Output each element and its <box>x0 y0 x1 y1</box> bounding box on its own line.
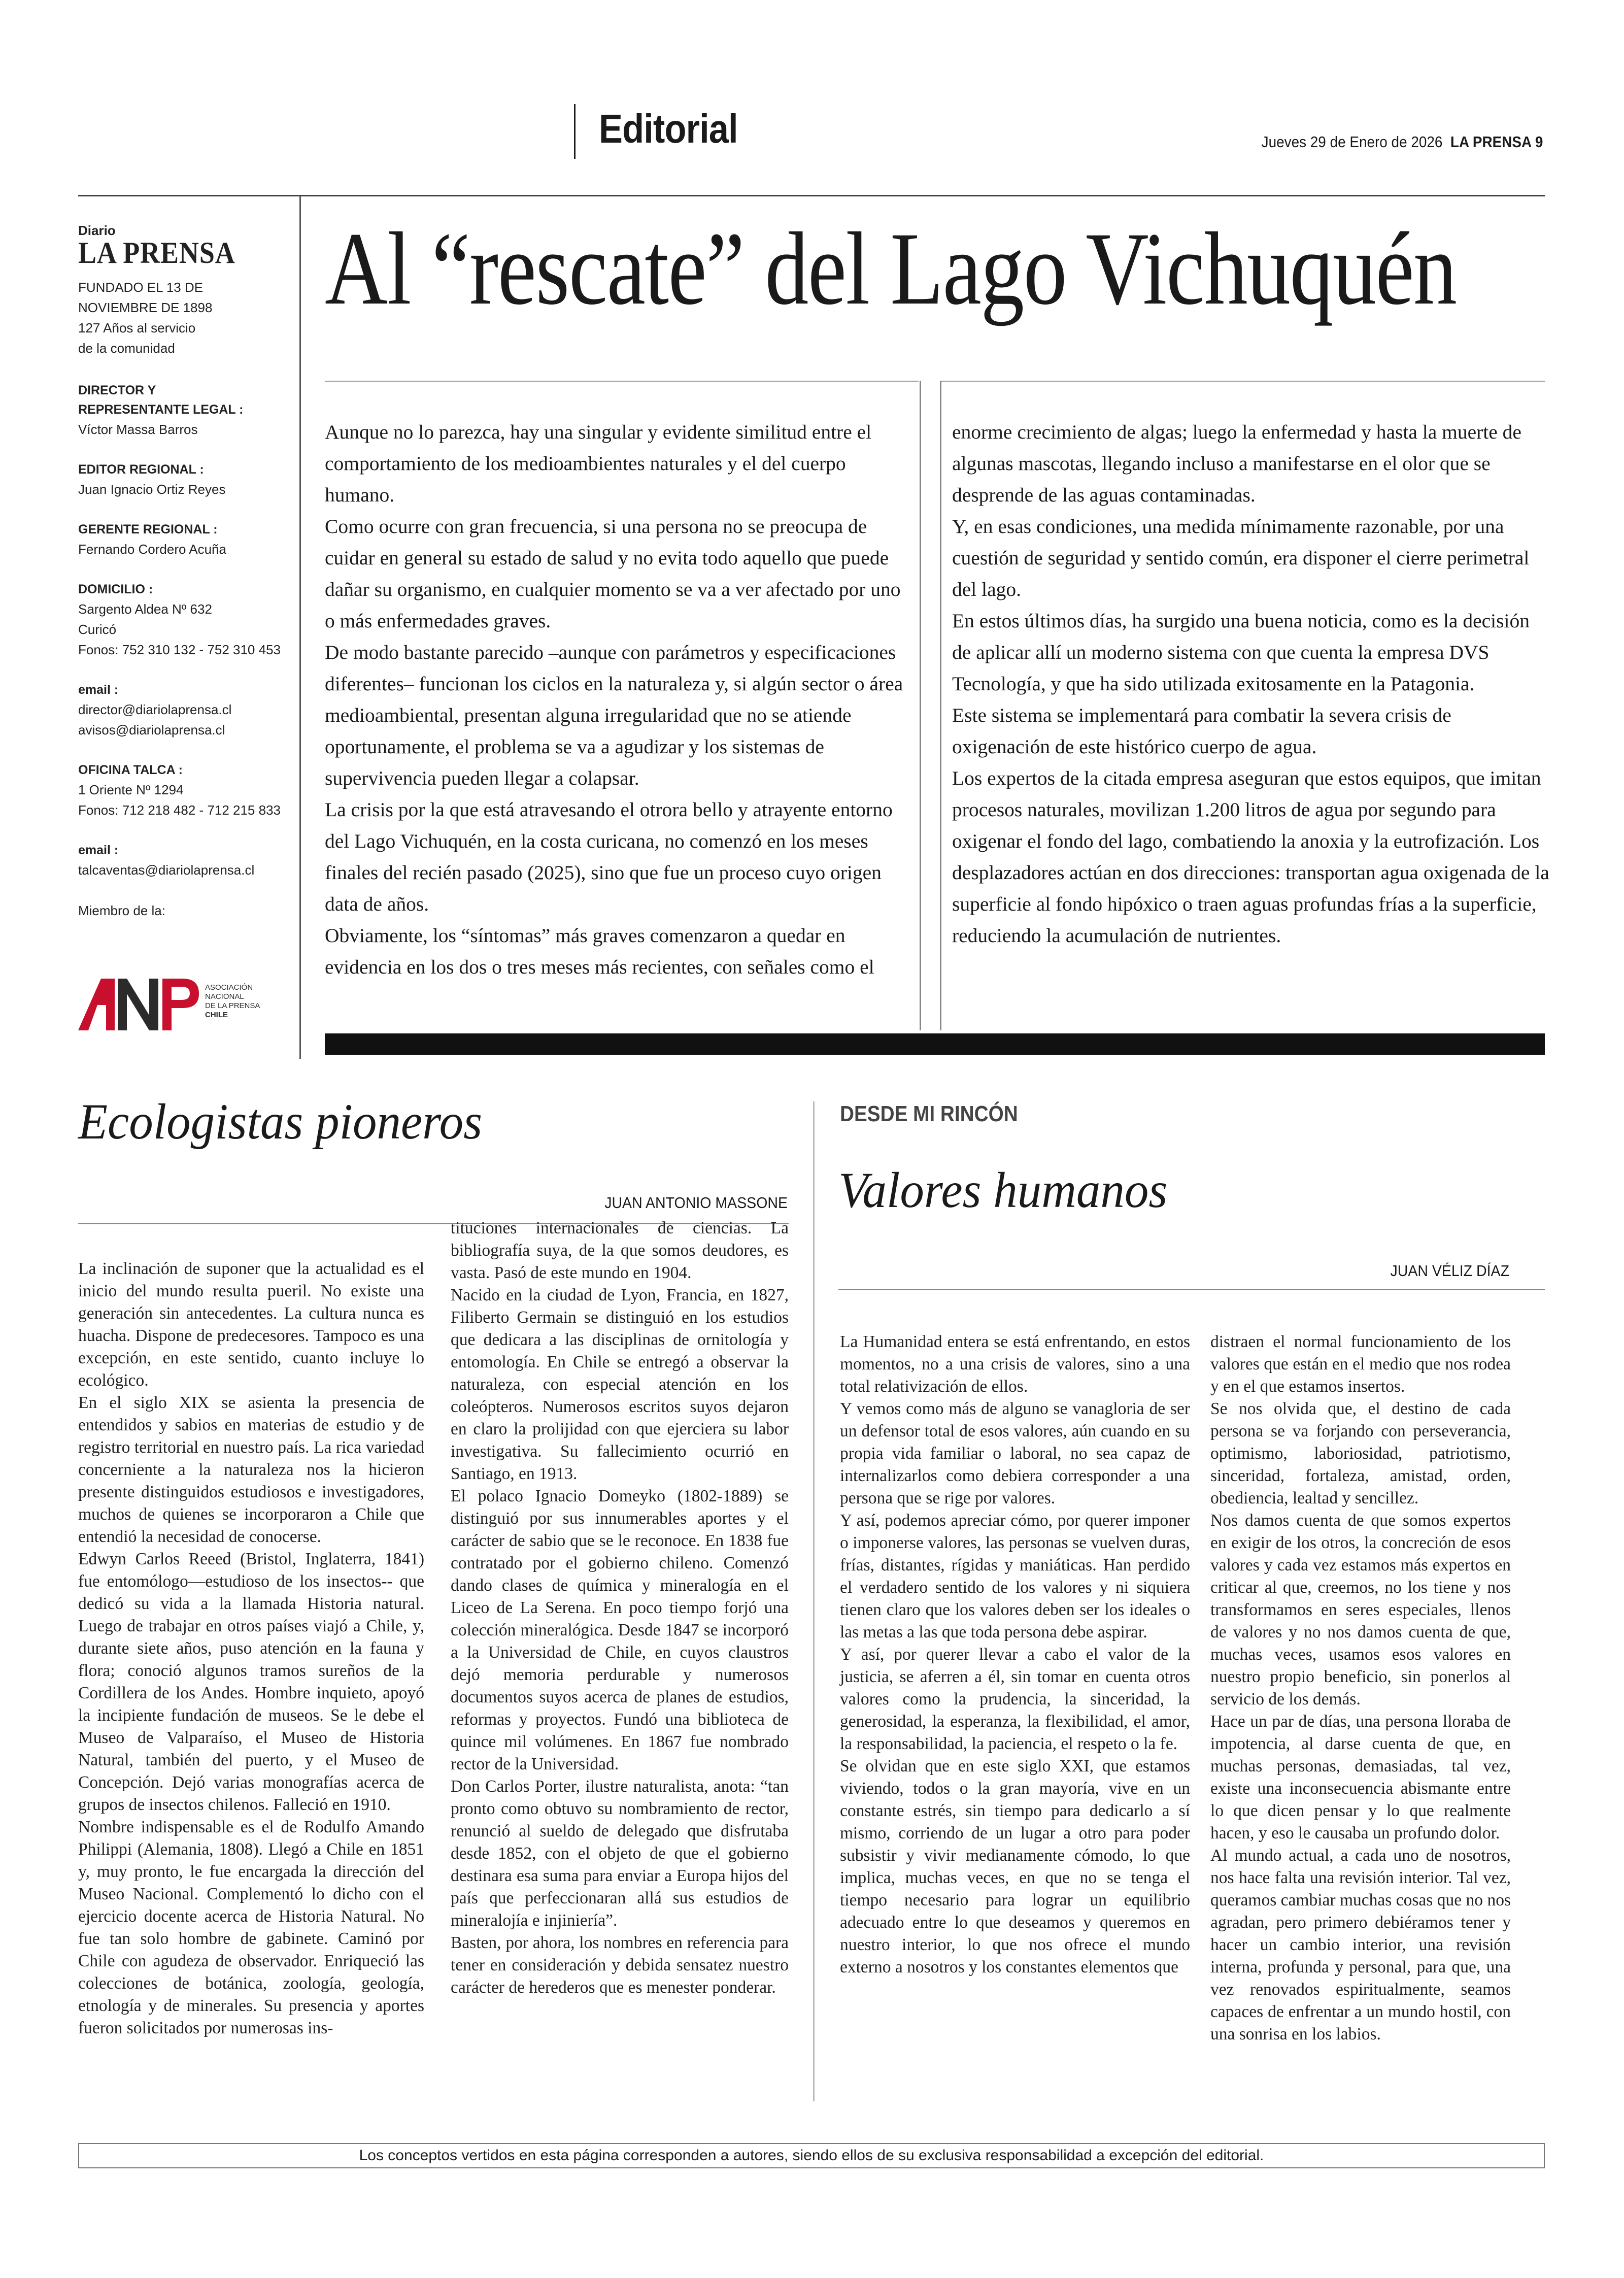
editorial-top-rule <box>941 381 1545 382</box>
issue-date: Jueves 29 de Enero de 2026 <box>1261 133 1443 151</box>
editorial-paragraph: De modo bastante parecido –aunque con parámetros y especificaciones diferentes– funcionan los ciclos en la naturaleza y, si algún sector o área medioambiental, presentan alguna irregularidad que no se atiende oportunamente, el problema se va a agudizar y los sistemas de supervivencia pueden llegar a colapsar. <box>325 641 903 789</box>
article-author: JUAN VÉLIZ DÍAZ <box>1390 1262 1509 1280</box>
editorial-column-divider <box>920 381 921 1030</box>
masthead-sidebar <box>78 223 294 921</box>
domicilio-label: DOMICILIO : <box>78 582 153 596</box>
article-paragraph: Se nos olvida que, el destino de cada persona se va forjando con perseverancia, optimismo, laboriosidad, patriotismo, sinceridad, fortaleza, amistad, orden, obediencia, lealtad y sencillez. <box>1210 1399 1511 1508</box>
article2-column-1 <box>840 1331 1190 1979</box>
anp-sub-line: ASOCIACIÓN <box>205 983 253 992</box>
article-paragraph: Se olvidan que en este siglo XXI, que estamos viviendo, todos o la gran mayoría, vive en un constante estrés, sin tiempo para dedicarlo a sí mismo, corriendo de un lugar a otro para poder subsistir y vivir medianamente cómodo, lo que implica, muchas veces, en que no se tenga el tiempo necesario para lograr un equilibrio adecuado entre lo que deseamos y queremos en nuestro interior, lo que nos ofrece el mundo externo a nosotros y los constantes elementos que <box>840 1757 1190 1976</box>
article-paragraph: Y así, por querer llevar a cabo el valor de la justicia, se aferren a él, sin tomar en cuenta otros valores como la prudencia, la sinceridad, la generosidad, la esperanza, la flexibilidad, el amor, la responsabilidad, la paciencia, el respeto o la fe. <box>840 1645 1190 1753</box>
editor-name: Juan Ignacio Ortiz Reyes <box>78 482 226 497</box>
label-line: REPRESENTANTE LEGAL : <box>78 403 244 417</box>
editorial-headline: Al “rescate” del Lago Vichuquén <box>325 211 1457 326</box>
founded-info <box>78 277 294 358</box>
founded-line: FUNDADO EL 13 DE <box>78 280 204 295</box>
domicilio-address: Sargento Aldea Nº 632 <box>78 601 212 617</box>
gerente-name: Fernando Cordero Acuña <box>78 542 226 557</box>
editorial-paragraph: Los expertos de la citada empresa aseguran que estos equipos, que imitan procesos naturales, movilizan 1.200 litros de agua por segundo para oxigenar el fondo del lago, combatiendo la anoxia y la eutrofización. Los desplazadores actúan en dos direcciones: transportan agua oxigenada de la superficie al fondo hipóxico o traen aguas profundas frías a la superficie, reduciendo la acumulación de nutrientes. <box>952 767 1549 947</box>
editor-label: EDITOR REGIONAL : <box>78 462 204 477</box>
oficina-phones: Fonos: 712 218 482 - 712 215 833 <box>78 802 281 818</box>
email-director-link[interactable]: director@diariolaprensa.cl <box>78 702 232 717</box>
article-author: JUAN ANTONIO MASSONE <box>604 1194 788 1212</box>
article-paragraph: Basten, por ahora, los nombres en referencia para tener en consideración y debida sensatez nuestro carácter de herederos que es menester ponderar. <box>451 1933 789 1997</box>
article-paragraph: El polaco Ignacio Domeyko (1802-1889) se distinguió por sus innumerables aportes y el carácter de sabio que se le reconoce. En 1838 fue contratado por el gobierno chileno. Comenzó dando clases de química y mineralogía en el Liceo de La Serena. En poco tiempo forjó una colección mineralógica. Desde 1847 se incorporó a la Universidad de Chile, en cuyos claustros dejó memoria perdurable y numerosos documentos suyos acerca de planes de estudios, reformas y proyectos. Fundó una biblioteca de quince mil volúmenes. En 1867 fue nombrado rector de la Universidad. <box>451 1487 789 1773</box>
editorial-column-right <box>952 416 1551 951</box>
article-paragraph: Edwyn Carlos Reeed (Bristol, Inglaterra, 1841) fue entomólogo—estudioso de los insectos-- que dedicó su vida a la llamada Historia natural. Luego de trabajar en otros países viajó a Chile, y, durante siete años, puso atención en la fauna y flora; conoció algunos tramos sureños de la Cordillera de los Andes. Hombre inquieto, apoyó la incipiente fundación de museos. Se le debe el Museo de Valparaíso, el Museo de Historia Natural, también del puerto, y el Museo de Concepción. Dejó varias monografías acerca de grupos de insectos chilenos. Falleció en 1910. <box>78 1550 424 1814</box>
domicilio-city: Curicó <box>78 622 117 637</box>
article-paragraph: Nombre indispensable es el de Rodulfo Amando Philippi (Alemania, 1808). Llegó a Chile en 1851 y, muy pronto, le fue encargada la dirección del Museo Nacional. Complementó lo dicho con el ejercicio docente acerca de Historia Natural. No fue tan solo hombre de gabinete. Caminó por Chile con agudeza de observador. Enriqueció las colecciones de botánica, zoología, geología, etnología y de minerales. Su presencia y aportes fueron solicitados por numerosas ins- <box>78 1818 424 2037</box>
editorial-top-rule <box>325 381 919 382</box>
articles-divider <box>813 1101 815 2101</box>
article-paragraph: La Humanidad entera se está enfrentando, en estos momentos, no a una crisis de valores, sino a una total relativización de ellos. <box>840 1332 1190 1396</box>
founded-line: 127 Años al servicio <box>78 320 196 336</box>
anp-logo-icon <box>78 975 281 1035</box>
editorial-paragraph: Este sistema se implementará para combatir la severa crisis de oxigenación de este histórico cuerpo de agua. <box>952 704 1451 758</box>
label-line: DIRECTOR Y <box>78 383 156 397</box>
article-title-ecologistas: Ecologistas pioneros <box>78 1093 483 1150</box>
editorial-column-left <box>325 416 906 983</box>
editorial-paragraph: Obviamente, los “síntomas” más graves comenzaron a quedar en evidencia en los dos o tres meses más recientes, con señales como el <box>325 924 874 978</box>
editorial-column-divider <box>940 381 941 1030</box>
gerente-label: GERENTE REGIONAL : <box>78 522 218 537</box>
column-kicker: DESDE MI RINCÓN <box>840 1101 1018 1126</box>
oficina-address: 1 Oriente Nº 1294 <box>78 782 184 797</box>
anp-p-shape <box>162 979 199 1030</box>
article-paragraph: Don Carlos Porter, ilustre naturalista, anota: “tan pronto como obtuvo su nombramiento de rector, renunció al sueldo de delegado que disfrutaba desde 1852, con el objeto de que el gobierno destinara esa suma para enviar a Europa hijos del país que perfeccionaran allá sus estudios de mineralojía e injiniería”. <box>451 1777 789 1930</box>
anp-sub-line: CHILE <box>205 1011 228 1019</box>
article-paragraph: distraen el normal funcionamiento de los valores que están en el medio que nos rodea y en el que estamos insertos. <box>1210 1332 1511 1396</box>
article-paragraph: Nacido en la ciudad de Lyon, Francia, en 1827, Filiberto Germain se distinguió en los estudios que dedicara a las disciplinas de ornitología y entomología. En Chile se entregó a observar la naturaleza, con especial atención en los coleópteros. Numerosos escritos suyos dejaron en claro la prolijidad con que ejerciera su labor investigativa. Su fallecimiento ocurrió en Santiago, en 1913. <box>451 1286 789 1483</box>
anp-n-shape <box>118 979 158 1030</box>
email-talcaventas-link[interactable]: talcaventas@diariolaprensa.cl <box>78 862 255 878</box>
founded-line: de la comunidad <box>78 341 175 356</box>
email-avisos-link[interactable]: avisos@diariolaprensa.cl <box>78 722 225 738</box>
anp-a-shape <box>78 979 115 1030</box>
email-label: email : <box>78 683 119 697</box>
editorial-paragraph: La crisis por la que está atravesando el otrora bello y atrayente entorno del Lago Vichuquén, en la costa curicana, no comenzó en los meses finales del recién pasado (2025), sino que fue un proceso cuyo origen data de años. <box>325 798 893 915</box>
header-rule <box>78 195 1545 196</box>
article-rule <box>838 1289 1545 1290</box>
oficina-talca-label: OFICINA TALCA : <box>78 763 183 777</box>
diario-label: Diario <box>78 223 116 238</box>
article1-column-2 <box>451 1217 789 1999</box>
anp-logo <box>78 975 281 1035</box>
article-paragraph: En el siglo XIX se asienta la presencia de entendidos y sabios en materias de estudio y de registro territorial en nuestro país. La rica variedad concerniente a la naturaleza nos la hicieron presente distinguidos estudiosos e investigadores, muchos de quienes se incorporaron a Chile que entendió la necesidad de conocerse. <box>78 1393 424 1546</box>
article-paragraph: Y así, podemos apreciar cómo, por querer imponer o imponerse valores, las personas se vuelven duras, frías, distantes, rígidas y maniáticas. Han perdido el verdadero sentido de los valores y ni siquiera tienen claro que los valores deben ser los ideales o las metas a las que toda persona debe aspirar. <box>840 1511 1190 1642</box>
director-name: Víctor Massa Barros <box>78 422 198 437</box>
header-divider <box>574 104 576 159</box>
email2-label: email : <box>78 843 119 857</box>
footer-disclaimer: Los conceptos vertidos en esta página corresponden a autores, siendo ellos de su exclusiva responsabilidad a excepción del editorial. <box>78 2143 1545 2168</box>
editorial-paragraph: Como ocurre con gran frecuencia, si una persona no se preocupa de cuidar en general su estado de salud y no evita todo aquello que puede dañar su organismo, en cualquier momento se va a ver afectado por uno o más enfermedades graves. <box>325 515 901 632</box>
member-label: Miembro de la: <box>78 903 165 918</box>
sidebar-divider <box>299 196 301 1059</box>
article-title-valores: Valores humanos <box>838 1162 1168 1218</box>
article-paragraph: Hace un par de días, una persona lloraba de impotencia, al darse cuenta de que, en muchas personas, demasiadas, tal vez, existe una inconsecuencia abismante entre lo que dicen pensar y lo que realmente hacen, y eso le causaba un profundo dolor. <box>1210 1712 1511 1842</box>
anp-sub-line: DE LA PRENSA <box>205 1001 260 1010</box>
domicilio-phones: Fonos: 752 310 132 - 752 310 453 <box>78 642 281 657</box>
editorial-paragraph: Y, en esas condiciones, una medida mínimamente razonable, por una cuestión de seguridad y sentido común, era disponer el cierre perimetral del lago. <box>952 515 1530 600</box>
editorial-paragraph: Aunque no lo parezca, hay una singular y evidente similitud entre el comportamiento de los medioambientes naturales y el del cuerpo humano. <box>325 421 872 506</box>
founded-line: NOVIEMBRE DE 1898 <box>78 300 213 315</box>
la-prensa-logo: LA PRENSA <box>78 236 235 270</box>
article-paragraph: Y vemos como más de alguno se vanagloria de ser un defensor total de esos valores, aún cuando en su propia vida familiar o laboral, no sea capaz de internalizarlos como debiera corresponder a una persona que se rige por valores. <box>840 1399 1190 1508</box>
editorial-paragraph: enorme crecimiento de algas; luego la enfermedad y hasta la muerte de algunas mascotas, llegando incluso a manifestarse en el olor que se desprende de las aguas contaminadas. <box>952 421 1521 506</box>
article1-column-1 <box>78 1258 424 2039</box>
date-line <box>1261 133 1543 151</box>
director-label <box>78 381 294 419</box>
section-separator-bar <box>325 1033 1545 1055</box>
article2-column-2 <box>1210 1331 1511 2046</box>
section-title: Editorial <box>599 106 738 151</box>
editorial-paragraph: En estos últimos días, ha surgido una buena noticia, como es la decisión de aplicar allí un moderno sistema con que cuenta la empresa DVS Tecnología, y que ha sido utilizada exitosamente en la Patagonia. <box>952 610 1530 695</box>
article-paragraph: La inclinación de suponer que la actualidad es el inicio del mundo resulta pueril. No existe una generación sin antecedentes. La cultura nunca es huacha. Dispone de predecesores. Tampoco es una excepción, en este sentido, cuanto incluye lo ecológico. <box>78 1259 424 1390</box>
article-paragraph: Nos damos cuenta de que somos expertos en exigir de los otros, la concreción de esos valores y cada vez estamos más expertos en criticar al que, creemos, no los tiene y nos transformamos en seres especiales, llenos de valores y no nos damos cuenta de que, muchas veces, usamos esos valores en nuestro propio beneficio, sin ponerlos al servicio de los demás. <box>1210 1511 1511 1708</box>
anp-sub-line: NACIONAL <box>205 992 244 1001</box>
article-paragraph: Al mundo actual, a cada uno de nosotros, nos hace falta una revisión interior. Tal vez, queramos cambiar muchas cosas que no nos agradan, pero primero debiéramos tener y hacer un cambio interior, una revisión interna, profunda y personal, para que, una vez renovados espiritualmente, seamos capaces de enfrentar a un mundo hostil, con una sonrisa en los labios. <box>1210 1846 1511 2044</box>
article-paragraph: tituciones internacionales de ciencias. La bibliografía suya, de la que somos deudores, es vasta. Pasó de este mundo en 1904. <box>451 1219 789 1282</box>
page-number: LA PRENSA 9 <box>1450 133 1543 151</box>
